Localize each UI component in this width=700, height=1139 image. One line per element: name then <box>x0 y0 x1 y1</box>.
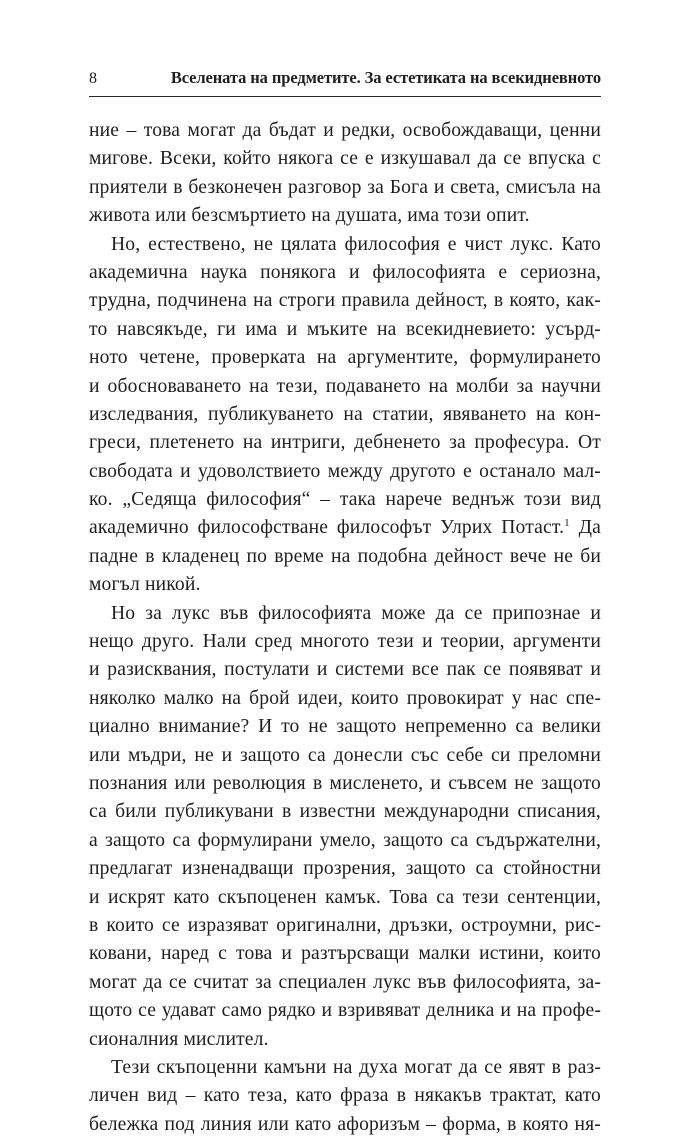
text-line: а защото са формулирани умело, защото са съдържателни, <box>89 829 601 851</box>
text-line: свободата и удоволствието между другото е останало мал- <box>89 460 601 482</box>
running-head: Вселената на предметите. За естетиката на всекидневното <box>170 68 601 87</box>
page-number: 8 <box>89 70 97 87</box>
text-line: няколко малко на брой идеи, които провокират у нас спе- <box>89 687 601 709</box>
text-line: и разисквания, постулати и системи все пак се появяват и <box>89 659 601 681</box>
text-line: нещо друго. Нали сред многото тези и теории, аргументи <box>89 631 601 653</box>
text-line: бележка под линия или като афоризъм – форма, в която ня- <box>89 1113 601 1135</box>
text-line: Тези скъпоценни камъни на духа могат да се явят в раз- <box>111 1056 601 1078</box>
text-line: могат да се считат за специален лукс във философията, за- <box>89 971 601 993</box>
text-line: приятели в безконечен разговор за Бога и света, смисъла на <box>89 176 601 198</box>
text-line: циално внимание? И то не защото непременно са велики <box>89 716 601 738</box>
text-line-with-footnote <box>89 514 601 542</box>
footnote-marker[interactable]: 1 <box>564 517 570 530</box>
page-header <box>89 66 601 92</box>
text-line: падне в кладенец по време на подобна дейност вече не би <box>89 545 601 567</box>
paragraph <box>89 1054 601 1139</box>
text-line: познания или революция в мисленето, и съвсем не защото <box>89 772 601 794</box>
text-line: греси, плетенето на интриги, дебненето за професура. От <box>89 432 601 454</box>
text-line: ние – това могат да бъдат и редки, освобождаващи, ценни <box>89 120 601 141</box>
text-line: то навсякъде, ги има и мъките на всекидневието: усърд- <box>89 318 601 340</box>
paragraph <box>89 600 601 1054</box>
text-line: Но, естествено, не цялата философия е чист лукс. Като <box>111 233 601 255</box>
text-line: личен вид – като теза, като фраза в някакъв трактат, като <box>89 1085 601 1107</box>
text-line: и обосноваването на тези, подаването на молби за научни <box>89 375 601 397</box>
header-rule <box>89 96 601 97</box>
text-line: щото се удават само рядко и взривяват делника и на профе- <box>89 1000 601 1022</box>
text-segment: академично философстване философът Улрих Потаст. <box>89 517 565 539</box>
text-line: ко. „Седяща философия“ – така нарече веднъж този вид <box>89 489 601 511</box>
text-line: изследвания, публикуването на статии, явяването на кон- <box>89 403 601 425</box>
text-line: мигове. Всеки, който някога се е изкушавал да се впуска с <box>89 148 601 170</box>
text-line: ковани, наред с това и разтърсващи малки истини, които <box>89 943 601 965</box>
text-line: сионалния мислител. <box>89 1028 269 1050</box>
text-line: или мъдри, не и защото са донесли със себе си преломни <box>89 744 601 766</box>
text-line: в които се изразяват оригинални, дръзки, остроумни, рис- <box>89 914 601 936</box>
body-text <box>89 117 601 1139</box>
text-line: ното четене, проверката на аргументите, формулирането <box>89 347 601 369</box>
text-line: са били публикувани в известни международни списания, <box>89 801 601 823</box>
text-line: трудна, подчинена на строги правила дейност, в която, как- <box>89 290 601 312</box>
text-line: и искрят като скъпоценен камък. Това са тези сентенции, <box>89 886 601 908</box>
text-line: живота или безсмъртието на душата, има този опит. <box>89 205 530 227</box>
text-line: могъл никой. <box>89 574 201 596</box>
text-segment: Да <box>569 517 601 539</box>
paragraph <box>89 231 601 600</box>
text-line: предлагат изненадващи прозрения, защото са стойностни <box>89 858 601 880</box>
paragraph <box>89 117 601 231</box>
text-line: Но за лукс във философията може да се припознае и <box>111 602 601 624</box>
text-line: академична наука понякога и философията е сериозна, <box>89 261 601 283</box>
